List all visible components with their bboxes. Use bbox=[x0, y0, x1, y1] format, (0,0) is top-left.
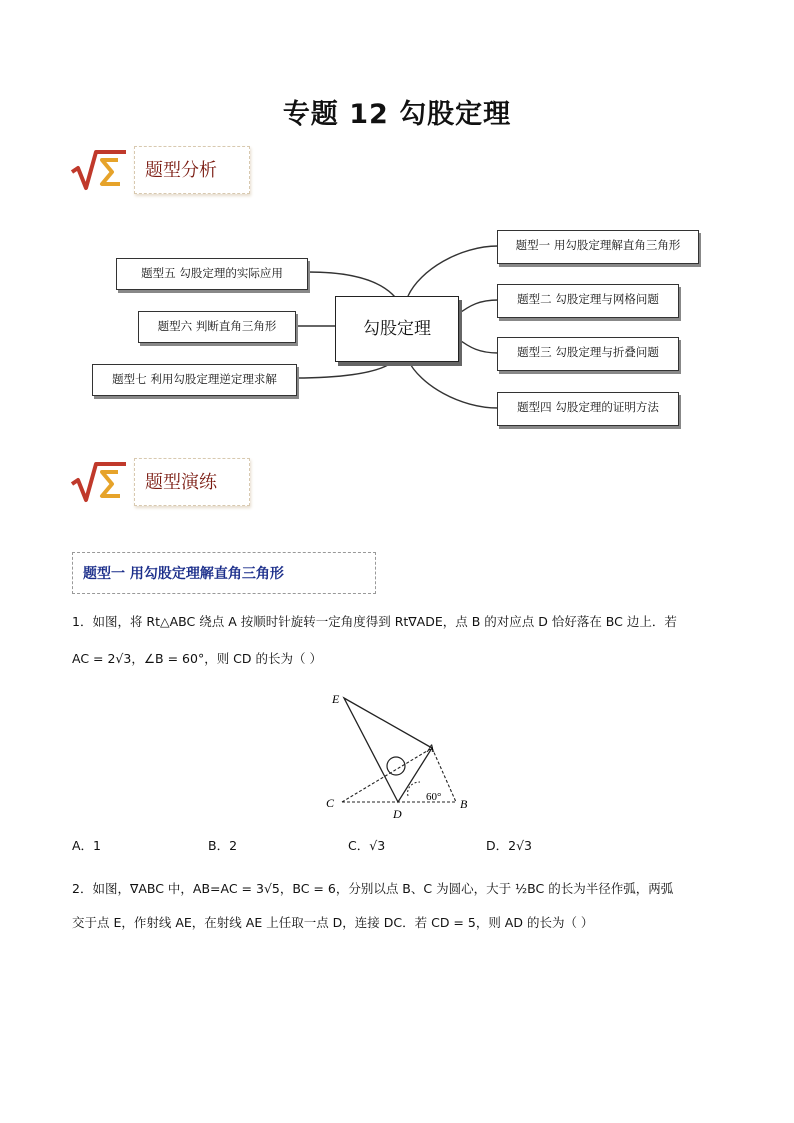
sqrt-sigma-icon bbox=[70, 148, 128, 192]
q2-text-line2: 交于点 E，作射线 AE，在射线 AE 上任取一点 D，连接 DC．若 CD = 5，则 AD 的长为（ ） bbox=[72, 915, 594, 930]
mindmap-node-2: 题型二 勾股定理与网格问题 bbox=[497, 284, 679, 318]
mindmap-node-5: 题型五 勾股定理的实际应用 bbox=[116, 258, 308, 290]
page-title: 专题 12 勾股定理 bbox=[282, 99, 512, 130]
q1-option-b: B．2 bbox=[208, 838, 238, 853]
label-B: B bbox=[460, 797, 468, 811]
mindmap-node-4: 题型四 勾股定理的证明方法 bbox=[497, 392, 679, 426]
mindmap-node-1: 题型一 用勾股定理解直角三角形 bbox=[497, 230, 699, 264]
mindmap-center: 勾股定理 bbox=[335, 296, 459, 362]
label-E: E bbox=[332, 692, 340, 706]
mindmap-node-3: 题型三 勾股定理与折叠问题 bbox=[497, 337, 679, 371]
label-C: C bbox=[326, 796, 335, 810]
q1-option-d: D．2√3 bbox=[486, 838, 532, 853]
angle-label: 60° bbox=[426, 791, 442, 803]
section-label: 题型分析 bbox=[134, 146, 250, 194]
mindmap-node-6: 题型六 判断直角三角形 bbox=[138, 311, 296, 343]
section-header-practice bbox=[70, 458, 260, 510]
section-header-analysis bbox=[70, 146, 260, 198]
q1-text-line1: 1．如图，将 Rt△ABC 绕点 A 按顺时针旋转一定角度得到 Rt∇ADE，点 B 的对应点 D 恰好落在 BC 边上．若 bbox=[72, 614, 677, 629]
q1-text-line2: AC = 2√3，∠B = 60°，则 CD 的长为（ ） bbox=[72, 651, 322, 666]
q2-text-line1: 2．如图，∇ABC 中，AB=AC = 3√5，BC = 6，分别以点 B、C 为圆心，大于 ½BC 的长为半径作弧，两弧 bbox=[72, 881, 674, 896]
label-D: D bbox=[393, 807, 402, 820]
section-label: 题型演练 bbox=[134, 458, 250, 506]
mindmap-node-7: 题型七 利用勾股定理逆定理求解 bbox=[92, 364, 297, 396]
label-A: A bbox=[427, 741, 435, 755]
q1-option-c: C．√3 bbox=[348, 838, 386, 853]
sqrt-sigma-icon bbox=[70, 460, 128, 504]
q1-figure bbox=[320, 686, 480, 820]
question-type-label: 题型一 用勾股定理解直角三角形 bbox=[72, 552, 376, 594]
q1-option-a: A．1 bbox=[72, 838, 102, 853]
